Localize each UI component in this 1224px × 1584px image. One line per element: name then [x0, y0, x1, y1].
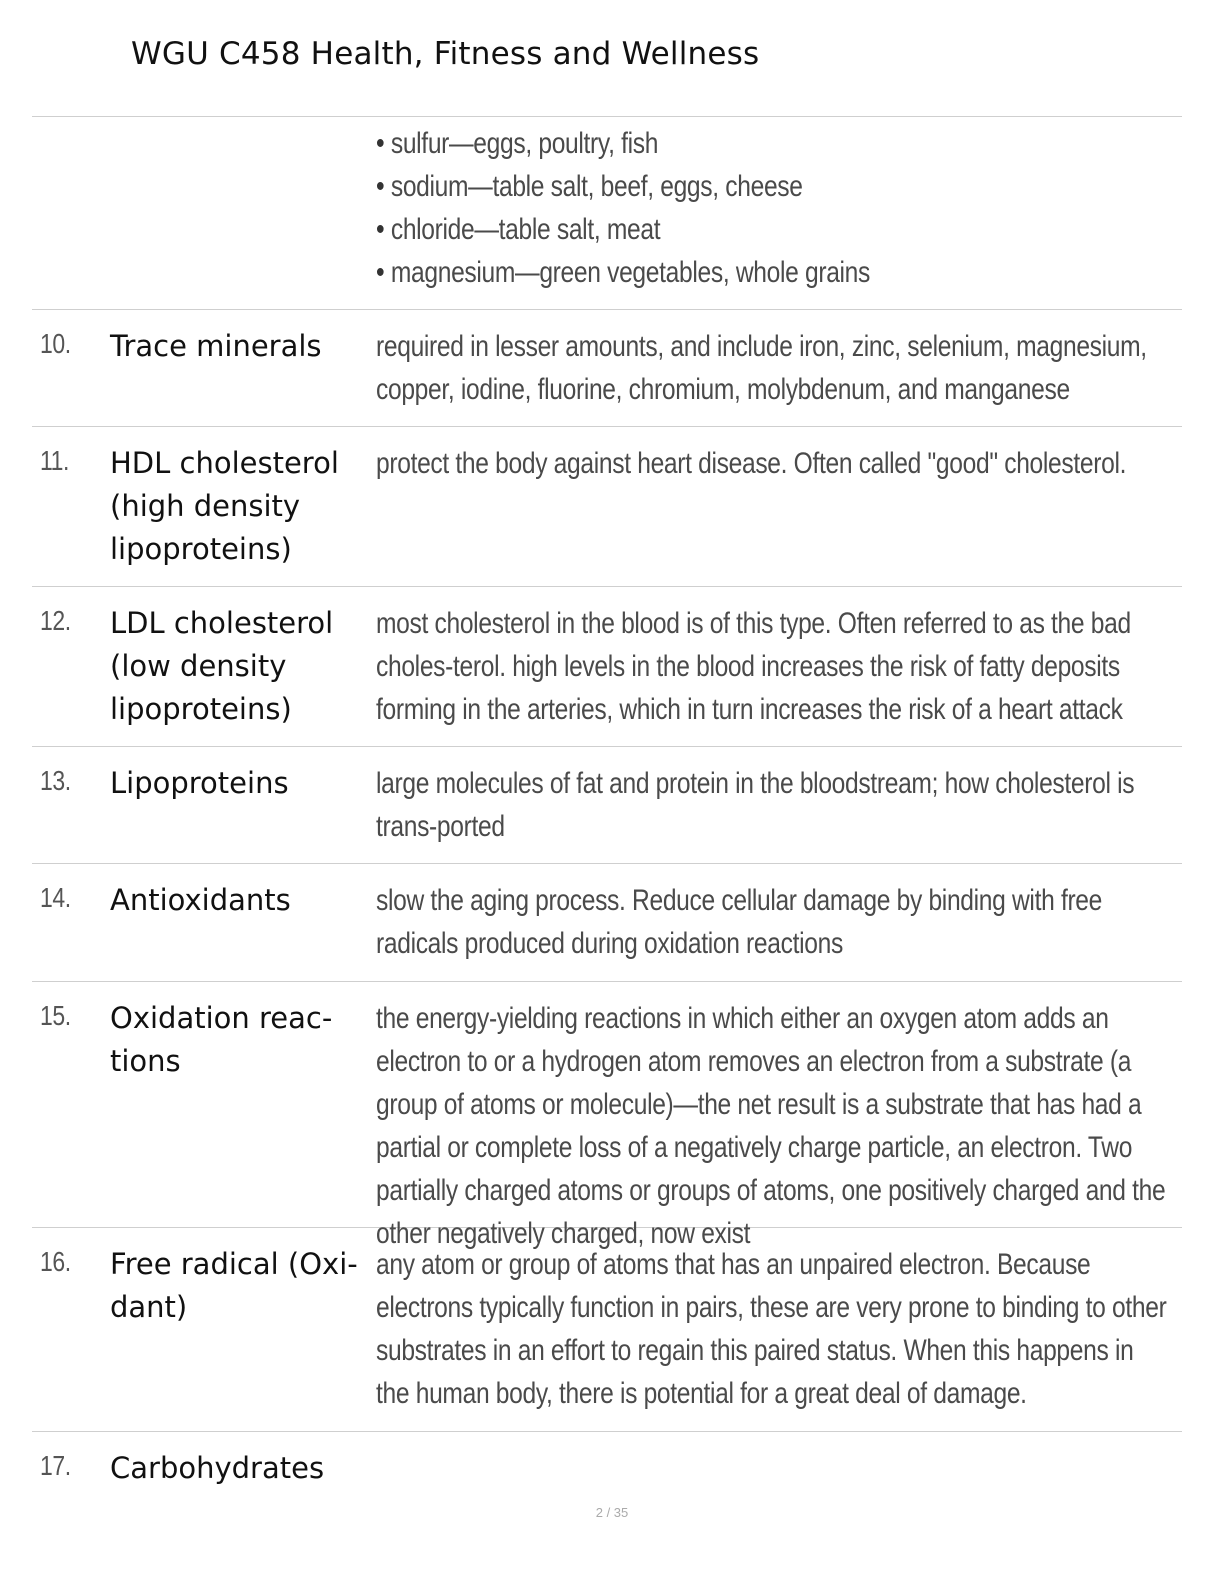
entry-definition: any atom or group of atoms that has an unpaired electron. Because electrons typically function in pairs, these are very prone to binding to other substrates in an effort to regain this paired status. When this happens in the human body, there is potential for a great deal of damage.: [376, 1248, 1167, 1410]
entry-number: 13.: [40, 765, 71, 796]
entry-definition: slow the aging process. Reduce cellular damage by binding with free radicals produced during oxidation reactions: [376, 884, 1103, 960]
entry-term: Antioxidants: [110, 883, 291, 917]
entry-term: Carbohydrates: [110, 1451, 325, 1485]
table-row: [32, 864, 1182, 982]
entry-definition: large molecules of fat and protein in the bloodstream; how cholesterol is trans-ported: [376, 767, 1135, 843]
list-item: • sulfur—eggs, poultry, fish: [376, 122, 1114, 165]
table-row: [32, 1228, 1182, 1432]
entry-term: Free radical (Oxi-dant): [110, 1247, 358, 1324]
entry-term: Lipoproteins: [110, 766, 289, 800]
entry-number: 15.: [40, 1000, 71, 1031]
entry-definition: required in lesser amounts, and include iron, zinc, selenium, magnesium, copper, iodine, fluorine, chromium, molybdenum, and manganese: [376, 330, 1147, 406]
entry-term: LDL cholesterol (low density lipoproteins): [110, 606, 334, 726]
table-row: [32, 982, 1182, 1250]
page-number: 2 / 35: [595, 1505, 629, 1520]
table-row: [32, 587, 1182, 747]
mineral-sources-list: [376, 122, 1114, 294]
entry-term: HDL cholesterol (high density lipoproteins): [110, 446, 339, 566]
table-row: [32, 1432, 1182, 1502]
list-item: • chloride—table salt, meat: [376, 208, 1114, 251]
entry-term: Trace minerals: [110, 329, 322, 363]
page-title: WGU C458 Health, Fitness and Wellness: [131, 36, 760, 72]
entry-definition: most cholesterol in the blood is of this type. Often referred to as the bad choles-terol. high levels in the blood increases the risk of fatty deposits forming in the arteries, which in turn increases the risk of a heart attack: [376, 607, 1131, 726]
entry-number: 11.: [40, 445, 69, 476]
table-row: [32, 747, 1182, 864]
entry-number: 14.: [40, 882, 71, 913]
entry-number: 12.: [40, 605, 71, 636]
entry-number: 10.: [40, 328, 71, 359]
table-row-continuation: [32, 116, 1182, 310]
entry-number: 17.: [40, 1450, 71, 1481]
list-item: • sodium—table salt, beef, eggs, cheese: [376, 165, 1114, 208]
entry-term: Oxidation reac-tions: [110, 1001, 333, 1078]
table-row: [32, 310, 1182, 427]
table-row: [32, 427, 1182, 587]
entry-number: 16.: [40, 1246, 71, 1277]
entry-definition: protect the body against heart disease. Often called "good" cholesterol.: [376, 447, 1127, 480]
list-item: • magnesium—green vegetables, whole grains: [376, 251, 1114, 294]
entry-definition: the energy-yielding reactions in which either an oxygen atom adds an electron to or a hydrogen atom removes an electron from a substrate (a group of atoms or molecule)—the net result is a substrate that has had a partial or complete loss of a negatively charge particle, an electron. Two partially charged atoms or groups of atoms, one positively charged and the other negatively charged, now exist: [376, 1002, 1166, 1250]
